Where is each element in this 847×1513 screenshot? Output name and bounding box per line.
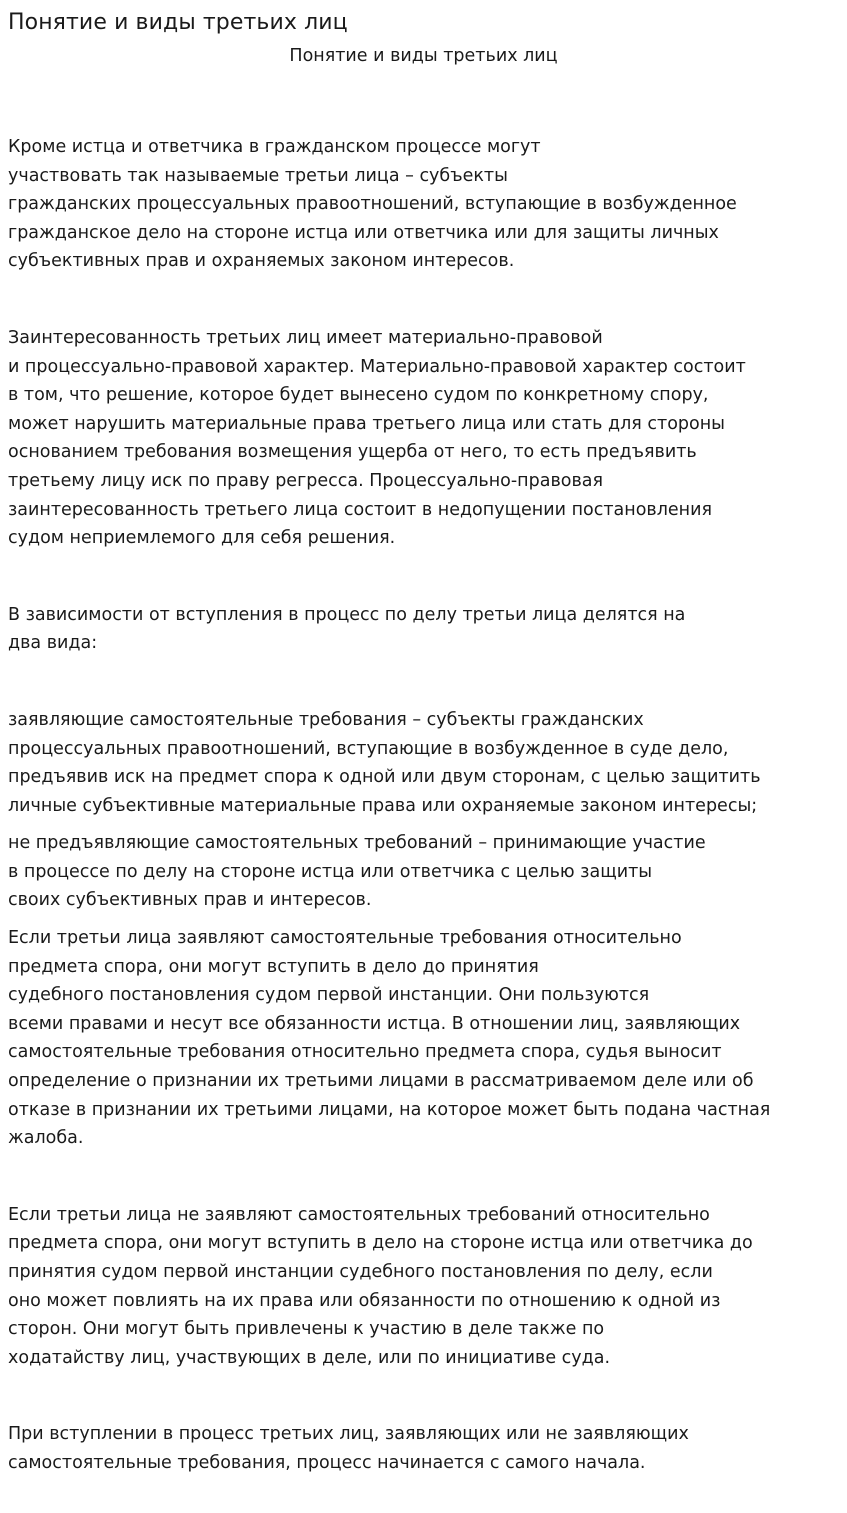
- text-line: предъявив иск на предмет спора к одной или двум сторонам, с целью защитить: [8, 767, 761, 788]
- text-line: основанием требования возмещения ущерба от него, то есть предъявить: [8, 442, 697, 463]
- text-line: ходатайству лиц, участвующих в деле, или по инициативе суда.: [8, 1347, 611, 1368]
- text-line: может нарушить материальные права третьего лица или стать для стороны: [8, 413, 725, 434]
- text-line: самостоятельные требования относительно предмета спора, судья выносит: [8, 1042, 722, 1063]
- text-line: самостоятельные требования, процесс начинается с самого начала.: [8, 1452, 646, 1473]
- text-line: принятия судом первой инстанции судебного постановления по делу, если: [8, 1262, 713, 1282]
- document-subtitle: Понятие и виды третьих лиц: [289, 46, 558, 66]
- text-line: судебного постановления судом первой инстанции. Они пользуются: [8, 985, 650, 1006]
- paragraph-type-independent: [8, 706, 839, 820]
- text-line: отказе в признании их третьими лицами, на которое может быть подана частная: [8, 1099, 771, 1120]
- text-line: процессуальных правоотношений, вступающие в возбужденное в суде дело,: [8, 738, 729, 759]
- paragraph-intro: [8, 133, 839, 276]
- text-line: судом неприемлемого для себя решения.: [8, 528, 396, 549]
- text-line: Если третьи лица не заявляют самостоятельных требований относительно: [8, 1204, 710, 1225]
- text-line: и процессуально-правовой характер. Материально-правовой характер состоит: [8, 356, 746, 377]
- text-line: Заинтересованность третьих лиц имеет материально-правовой: [8, 327, 603, 348]
- text-line: сторон. Они могут быть привлечены к участию в деле также по: [8, 1319, 605, 1340]
- text-line: не предъявляющие самостоятельных требований – принимающие участие: [8, 833, 706, 854]
- text-line: в том, что решение, которое будет вынесено судом по конкретному спору,: [8, 385, 709, 406]
- text-line: два вида:: [8, 633, 98, 654]
- text-line: всеми правами и несут все обязанности истца. В отношении лиц, заявляющих: [8, 1013, 741, 1034]
- paragraph-interest: [8, 324, 839, 553]
- text-line: В зависимости от вступления в процесс по делу третьи лица делятся на: [8, 604, 686, 625]
- paragraph-independent-claims: [8, 924, 839, 1153]
- text-line: Кроме истца и ответчика в гражданском процессе могут: [8, 137, 541, 157]
- paragraph-process-restart: [8, 1420, 839, 1477]
- text-line: субъективных прав и охраняемых законом интересов.: [8, 251, 515, 272]
- text-line: жалоба.: [8, 1128, 84, 1149]
- text-line: участвовать так называемые третьи лица – субъекты: [8, 165, 508, 186]
- text-line: своих субъективных прав и интересов.: [8, 890, 372, 911]
- text-line: предмета спора, они могут вступить в дело до принятия: [8, 956, 539, 977]
- text-line: третьему лицу иск по праву регресса. Процессуально-правовая: [8, 470, 604, 491]
- text-line: Если третьи лица заявляют самостоятельные требования относительно: [8, 928, 682, 949]
- paragraph-classification: [8, 601, 839, 658]
- paragraph-type-non-independent: [8, 829, 839, 915]
- text-line: заявляющие самостоятельные требования – субъекты гражданских: [8, 709, 644, 730]
- text-line: личные субъективные материальные права или охраняемые законом интересы;: [8, 795, 758, 816]
- text-line: предмета спора, они могут вступить в дело на стороне истца или ответчика до: [8, 1233, 753, 1254]
- text-line: определение о признании их третьими лицами в рассматриваемом деле или об: [8, 1071, 754, 1092]
- text-line: в процессе по делу на стороне истца или ответчика с целью защиты: [8, 861, 653, 882]
- page-title: Понятие и виды третьих лиц: [8, 10, 348, 35]
- text-line: При вступлении в процесс третьих лиц, заявляющих или не заявляющих: [8, 1424, 689, 1445]
- paragraph-non-independent-claims: [8, 1201, 839, 1373]
- text-line: гражданских процессуальных правоотношений, вступающие в возбужденное: [8, 194, 737, 215]
- text-line: оно может повлиять на их права или обязанности по отношению к одной из: [8, 1290, 721, 1311]
- text-line: заинтересованность третьего лица состоит в недопущении постановления: [8, 499, 713, 520]
- text-line: гражданское дело на стороне истца или ответчика или для защиты личных: [8, 222, 719, 243]
